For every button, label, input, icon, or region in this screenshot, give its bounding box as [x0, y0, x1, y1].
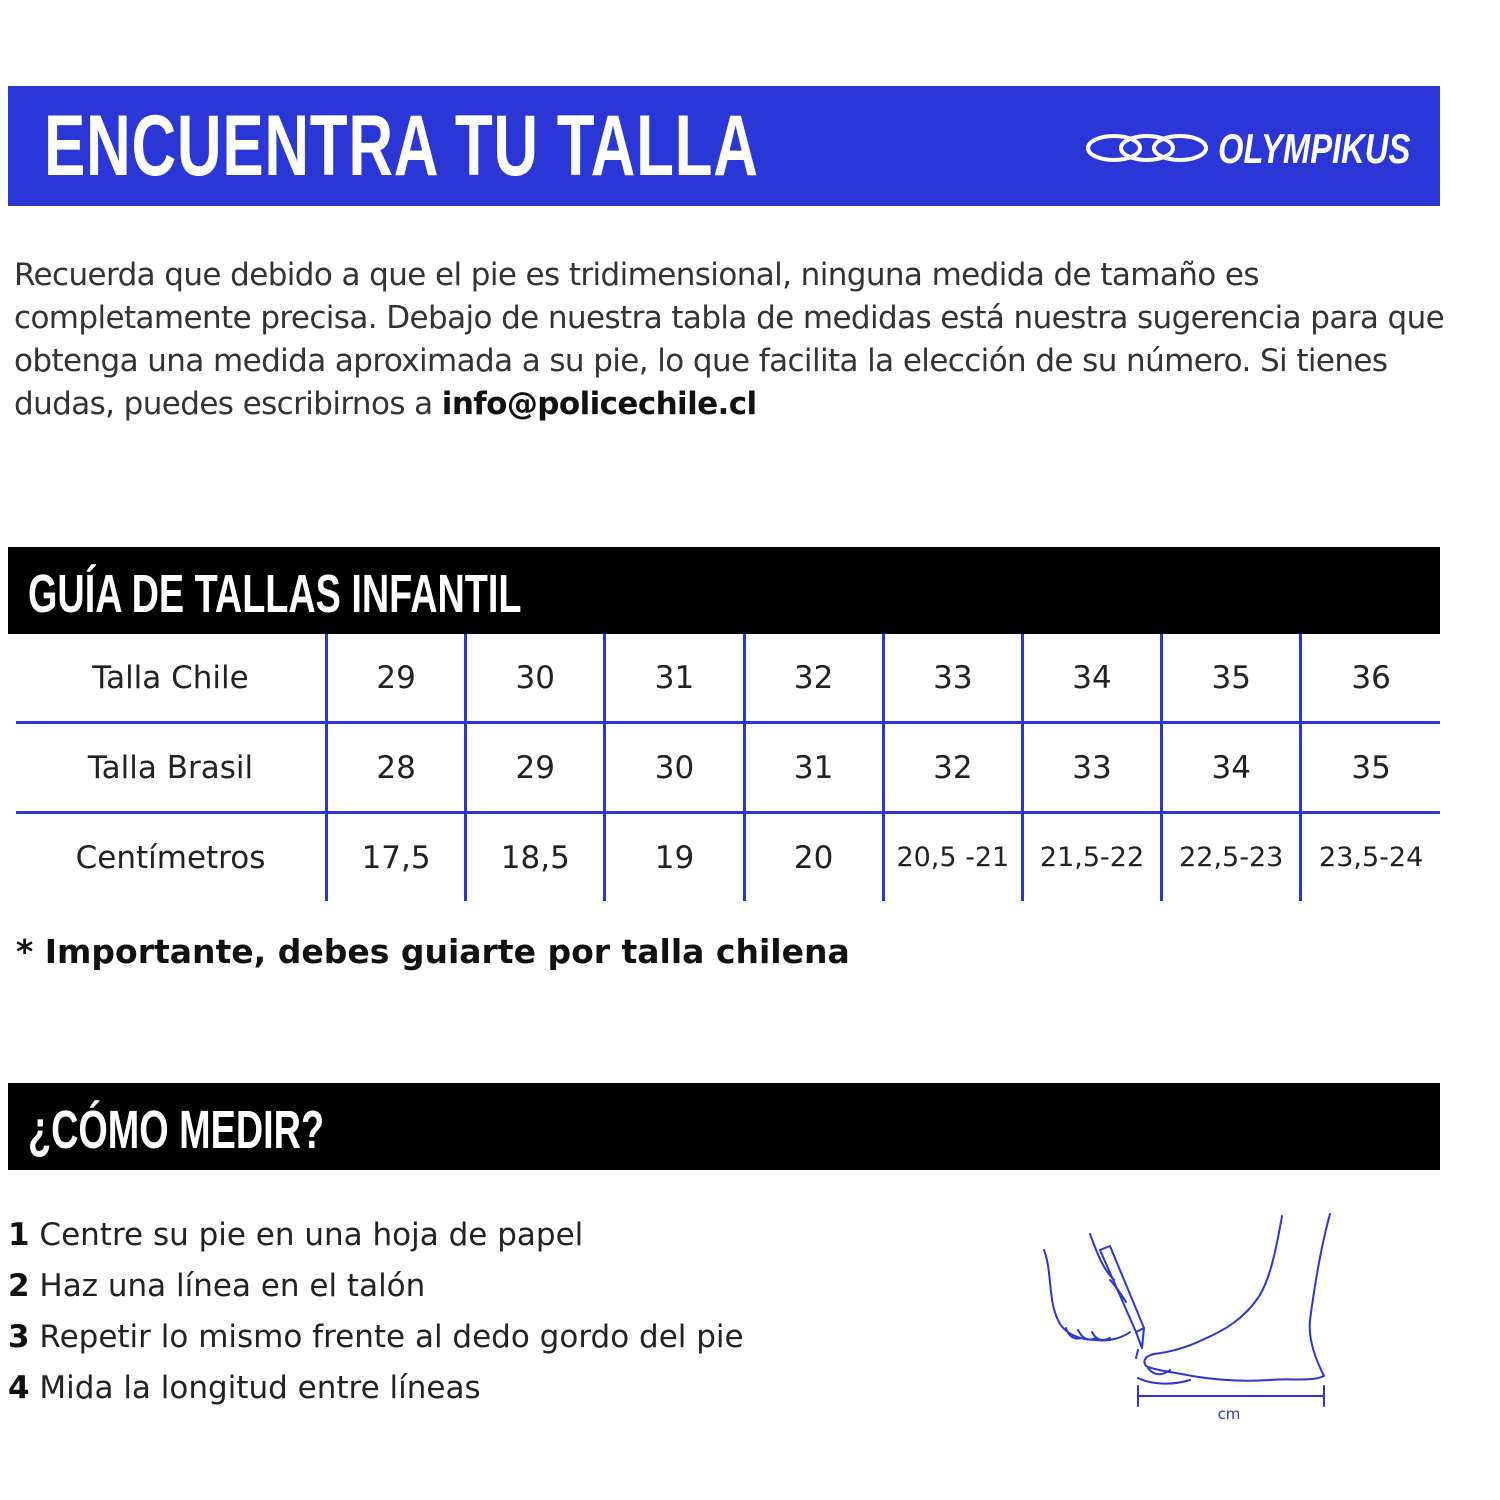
- contact-email[interactable]: info@policechile.cl: [441, 386, 757, 422]
- table-cell: 36: [1301, 634, 1440, 723]
- unit-label: cm: [1217, 1405, 1241, 1423]
- foot-measuring-illustration: [1030, 1210, 1350, 1430]
- row-label: Talla Chile: [92, 659, 249, 696]
- table-cell: 34: [1022, 634, 1161, 723]
- table-cell: 32: [883, 723, 1022, 813]
- table-cell: 35: [1301, 723, 1440, 813]
- table-cell: 18,5: [466, 813, 605, 902]
- table-cell: 32: [744, 634, 883, 723]
- table-cell: 21,5-22: [1022, 813, 1161, 902]
- table-cell: 31: [744, 723, 883, 813]
- list-item: [8, 1261, 744, 1312]
- table-cell: 20: [744, 813, 883, 902]
- table-cell: 29: [327, 634, 466, 723]
- table-cell: 28: [327, 723, 466, 813]
- table-cell: 23,5-24: [1301, 813, 1440, 902]
- table-cell: 30: [466, 634, 605, 723]
- table-cell: 33: [1022, 723, 1161, 813]
- header-banner: [8, 86, 1440, 206]
- list-item: [8, 1312, 744, 1363]
- intro-text: Recuerda que debido a que el pie es tridimensional, ninguna medida de tamaño es completamente precisa. Debajo de nuestra tabla de medidas está nuestra sugerencia para que obtenga una medida aproximada a su pie, lo que facilita la elección de su número. Si tienes dudas, puedes escribirnos a: [14, 257, 1445, 422]
- step-text: Haz una línea en el talón: [29, 1268, 426, 1304]
- page-title: ENCUENTRA TU TALLA: [44, 98, 759, 194]
- important-note: * Importante, debes guiarte por talla chilena: [16, 932, 850, 971]
- rings-icon: [1084, 130, 1210, 166]
- row-label: Centímetros: [16, 813, 327, 902]
- table-cell: 22,5-23: [1162, 813, 1301, 902]
- row-label: Talla Brasil: [16, 723, 327, 813]
- how-to-title: ¿CÓMO MEDIR?: [28, 1100, 325, 1160]
- size-table: [16, 634, 1440, 901]
- table-cell: 19: [605, 813, 744, 902]
- brand-name: OLYMPIKUS: [1218, 125, 1411, 172]
- step-number: 2: [8, 1268, 30, 1304]
- table-cell: 17,5: [327, 813, 466, 902]
- table-cell: 34: [1162, 723, 1301, 813]
- table-cell: 35: [1162, 634, 1301, 723]
- list-item: [8, 1363, 744, 1414]
- brand-logo: [1084, 126, 1424, 172]
- step-text: Repetir lo mismo frente al dedo gordo del pie: [29, 1319, 744, 1355]
- table-cell: 20,5 -21: [883, 813, 1022, 902]
- size-guide-header: [8, 547, 1440, 634]
- step-text: Mida la longitud entre líneas: [29, 1370, 481, 1406]
- table-row: [16, 813, 1440, 902]
- step-text: Centre su pie en una hoja de papel: [29, 1217, 584, 1253]
- table-cell: 30: [605, 723, 744, 813]
- intro-paragraph: [14, 254, 1454, 426]
- step-number: 1: [8, 1217, 30, 1253]
- size-guide-title: GUÍA DE TALLAS INFANTIL: [28, 564, 522, 624]
- step-number: 4: [8, 1370, 30, 1406]
- table-row: [16, 723, 1440, 813]
- step-number: 3: [8, 1319, 30, 1355]
- table-cell: 31: [605, 634, 744, 723]
- table-cell: 33: [883, 634, 1022, 723]
- how-to-header: [8, 1083, 1440, 1170]
- table-cell: 29: [466, 723, 605, 813]
- list-item: [8, 1210, 744, 1261]
- steps-list: [8, 1210, 744, 1414]
- table-row: [16, 634, 1440, 723]
